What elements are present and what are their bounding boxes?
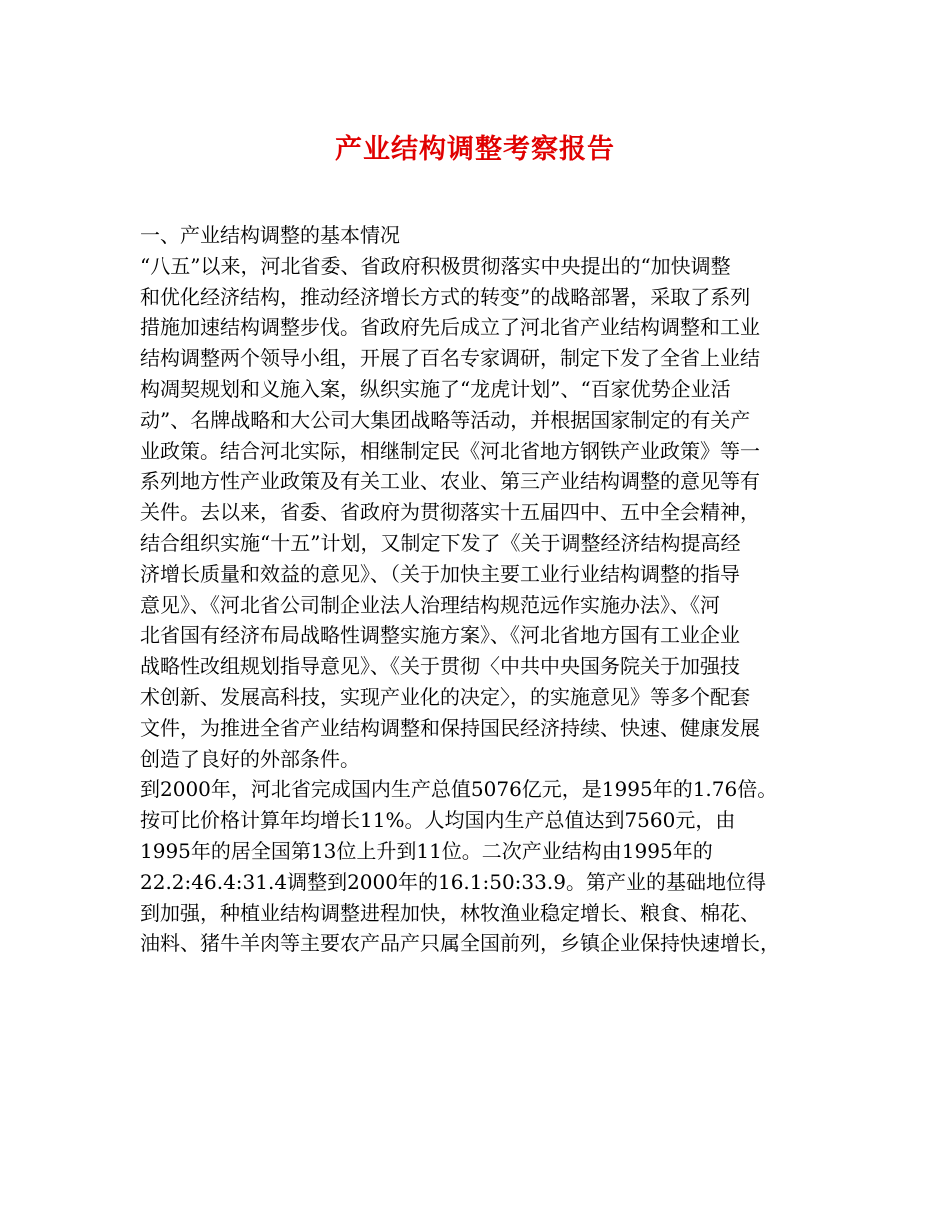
paragraph-line: 结合组织实施“十五”计划，又制定下发了《关于调整经济结构提高经 [140,530,741,555]
paragraph-line: 业政策。结合河北实际，相继制定民《河北省地方钢铁产业政策》等一 [140,438,760,463]
document-title: 产业结构调整考察报告 [335,134,615,165]
paragraph-line: 油料、猪牛羊肉等主要农产品产只属全国前列，乡镇企业保持快速增长， [140,931,780,956]
paragraph-line: 济增长质量和效益的意见》、（关于加快主要工业行业结构调整的指导 [140,561,740,586]
paragraph-line: “八五”以来，河北省委、省政府积极贯彻落实中央提出的“加快调整 [140,253,731,278]
paragraph-line: 措施加速结构调整步伐。省政府先后成立了河北省产业结构调整和工业 [140,315,760,340]
section-heading: 一、产业结构调整的基本情况 [140,223,400,247]
paragraph-line: 关件。去以来，省委、省政府为贯彻落实十五届四中、五中全会精神， [140,500,760,525]
paragraph-line: 动”、名牌战略和大公司大集团战略等活动，并根据国家制定的有关产 [140,407,751,432]
paragraph-line: 系列地方性产业政策及有关工业、农业、第三产业结构调整的意见等有 [140,469,760,494]
paragraph-line: 22.2:46.4:31.4调整到2000年的16.1:50:33.9。第产业的基础地位得 [140,869,766,894]
document-body [140,220,840,959]
paragraph-line: 北省国有经济布局战略性调整实施方案》、《河北省地方国有工业企业 [140,623,740,648]
paragraph-line: 战略性改组规划指导意见》、《关于贯彻〈中共中央国务院关于加强技 [140,654,740,679]
paragraph-line: 到加强，种植业结构调整进程加快，林牧渔业稳定增长、粮食、棉花、 [140,900,760,925]
paragraph-line: 构凋契规划和义施入案，纵织实施了“龙虎计划”、“百家优势企业活 [140,376,731,401]
paragraph-line: 1995年的居全国第13位上升到11位。二次产业结构由1995年的 [140,838,713,863]
paragraph-line: 结构调整两个领导小组，开展了百名专家调研，制定下发了全省上业结 [140,346,760,371]
paragraph-line: 术创新、发展高科技，实现产业化的决定〉，的实施意见》等多个配套 [140,684,750,709]
paragraph-line: 按可比价格计算年均增长11%。人均国内生产总值达到7560元，由 [140,808,736,833]
paragraph-line: 创造了良好的外部条件。 [140,746,360,771]
paragraph-line: 意见》、《河北省公司制企业法人治理结构规范远作实施办法》、《河 [140,592,720,617]
paragraph-line: 文件，为推进全省产业结构调整和保持国民经济持续、快速、健康发展 [140,715,760,740]
paragraph-line: 到2000年，河北省完成国内生产总值5076亿元，是1995年的1.76倍。 [140,777,778,802]
paragraph-line: 和优化经济结构，推动经济增长方式的转变”的战略部署，采取了系列 [140,284,751,309]
